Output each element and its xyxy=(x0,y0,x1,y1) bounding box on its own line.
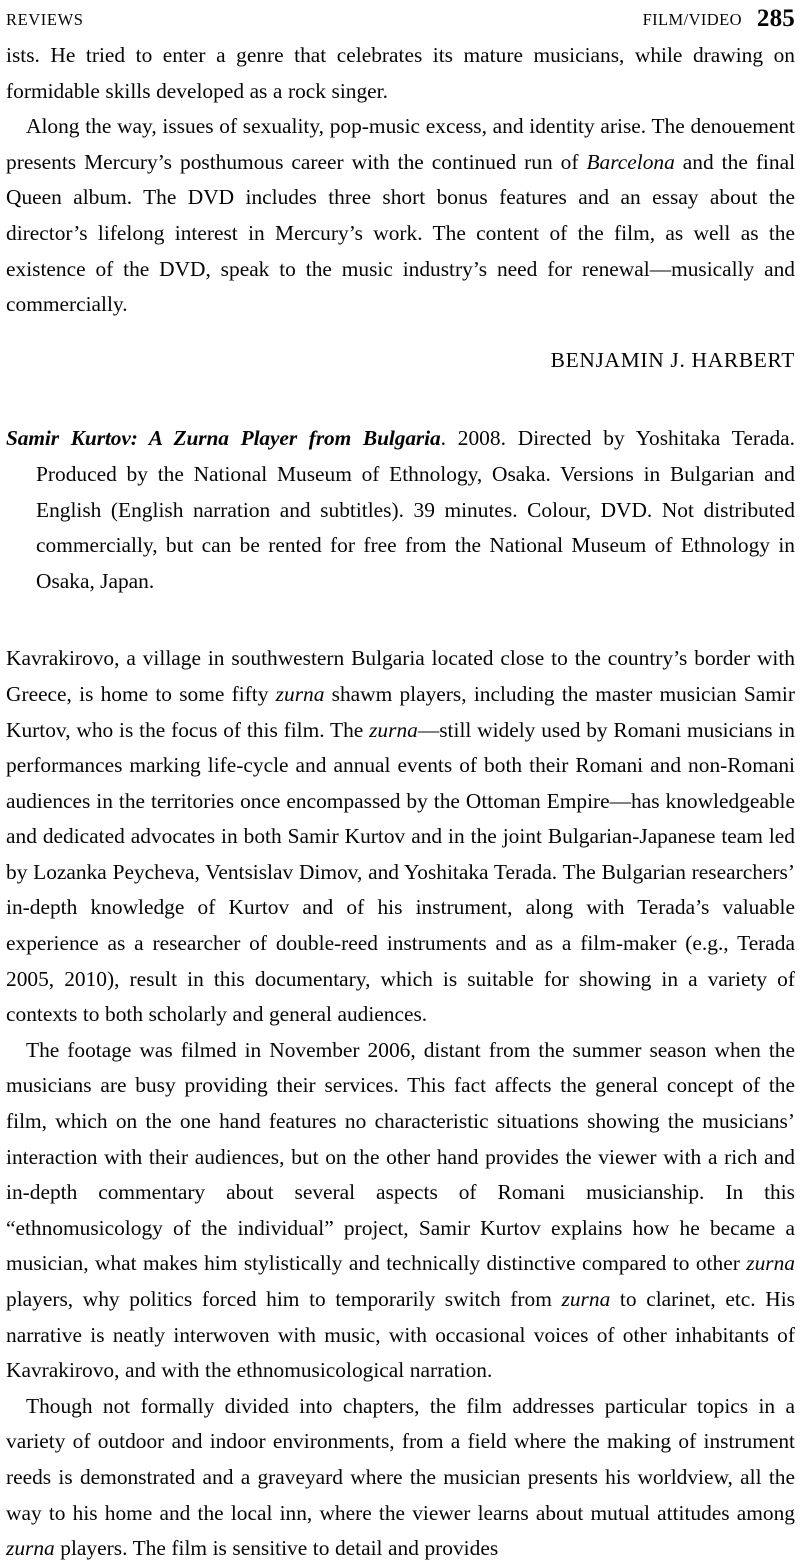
text-column xyxy=(6,38,795,1567)
paragraph-text-segment: Along the way, issues of sexuality, pop-music excess, and identity arise. The denouement presents Mercury’s posthumous career with the continued run of xyxy=(6,114,795,174)
paragraph-text-segment: The footage was filmed in November 2006, distant from the summer season when the musicians are busy providing their services. This fact affects the general concept of the film, which on the one hand features no characteristic situations showing the musicians’ interaction with their audiences, but on the other hand provides the viewer with a rich and in-depth commentary about several aspects of Romani musicianship. In this “ethnomusicology of the individual” project, Samir Kurtov explains how he became a musician, what makes him stylistically and technically distinctive compared to other xyxy=(6,1037,795,1276)
italic-term-zurna: zurna xyxy=(369,717,418,742)
paragraph-denouement xyxy=(6,109,795,323)
paragraph-text-segment: players. The film is sensitive to detail and provides xyxy=(54,1536,499,1561)
citation-title: Samir Kurtov: A Zurna Player from Bulgaria xyxy=(6,426,441,451)
paragraph-text-segment: and the final Queen album. The DVD includes three short bonus features and an essay about the director’s lifelong interest in Mercury’s work. The content of the film, as well as the existence of the DVD, speak to the music industry’s need for renewal—musically and commercially. xyxy=(6,149,796,317)
header-right-group xyxy=(643,4,795,32)
paragraph-text-segment: to clarinet, etc. His narrative is neatly interwoven with music, with occasional voices of other inhabitants of Kavrakirovo, and with the ethnomusicological narration. xyxy=(6,1287,795,1383)
paragraph-text-segment: Though not formally divided into chapters, the film addresses particular topics in a variety of outdoor and indoor environments, from a field where the making of instrument reeds is demonstrated and a graveyard where the musician presents his worldview, all the way to his home and the local inn, where the viewer learns about mutual attitudes among xyxy=(6,1393,795,1525)
running-header xyxy=(6,4,795,30)
italic-term-zurna: zurna xyxy=(6,1536,55,1561)
italic-film-title: Barcelona xyxy=(586,149,675,174)
review-author-signature: BENJAMIN J. HARBERT xyxy=(550,347,795,372)
review-paragraph-3 xyxy=(6,1389,795,1567)
review-paragraph-2 xyxy=(6,1033,795,1389)
italic-term-zurna: zurna xyxy=(561,1287,611,1311)
paragraph-text-segment: shawm players, including the master musician Samir Kurtov, who is the focus of this film. The xyxy=(6,681,795,742)
page-number: 285 xyxy=(756,5,795,32)
citation-details: . 2008. Directed by Yoshitaka Terada. Produced by the National Museum of Ethnology, Osaka. Versions in Bulgarian and English (English narration and subtitles). 39 minutes. Colour, DVD. Not distributed commercially, but can be rented for free from the National Museum of Ethnology in Osaka, Japan. xyxy=(36,426,795,593)
paragraph-text-segment: —still widely used by Romani musicians in performances marking life-cycle and annual events of both their Romani and non-Romani audiences in the territories once encompassed by the Ottoman Empire—has knowledgeable and dedicated advocates in both Samir Kurtov and in the joint Bulgarian-Japanese team led by Lozanka Peycheva, Ventsislav Dimov, and Yoshitaka Terada. The Bulgarian researchers’ in-depth knowledge of Kurtov and of his instrument, along with Terada’s valuable experience as a researcher of double-reed instruments and as a film-maker (e.g., Terada 2005, 2010), result in this documentary, which is suitable for showing in a variety of contexts to both scholarly and general audiences. xyxy=(6,717,795,1027)
review-paragraph-1 xyxy=(6,641,795,1033)
paragraph-text-segment: Kavrakirovo, a village in southwestern Bulgaria located close to the country’s border with Greece, is home to some fifty xyxy=(6,646,795,706)
paragraph-continuation: ists. He tried to enter a genre that celebrates its mature musicians, while drawing on formidable skills developed as a rock singer. xyxy=(6,43,795,103)
italic-term-zurna: zurna xyxy=(746,1251,795,1276)
header-section-label: FILM/VIDEO xyxy=(642,10,742,29)
citation-spacer xyxy=(6,599,795,641)
header-left-label: REVIEWS xyxy=(6,10,84,29)
italic-term-zurna: zurna xyxy=(275,681,325,706)
paragraph-text-segment: players, why politics forced him to temporarily switch from xyxy=(6,1287,562,1311)
film-citation-block xyxy=(6,378,795,599)
